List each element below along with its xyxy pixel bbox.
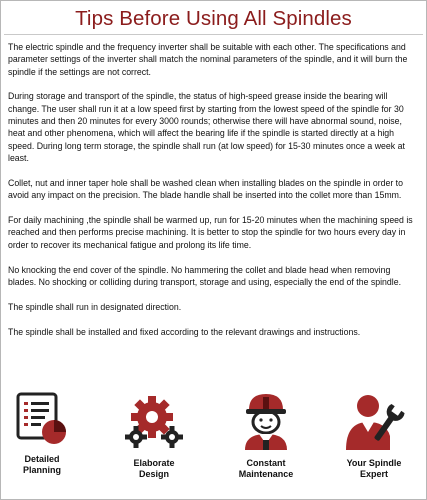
title-divider xyxy=(4,34,423,35)
feature-detailed-planning xyxy=(0,390,88,475)
tip-paragraph-handling: No knocking the end cover of the spindle. No hammering the collet and blade head when removing blades. No shocking or colliding during transport, storage and using, especially the end of the spindle. xyxy=(8,264,402,287)
maintenance-worker-icon xyxy=(237,390,295,452)
feature-elaborate-design xyxy=(108,390,200,479)
tip-paragraph-installation: The spindle shall be installed and fixed according to the relevant drawings and instructions. xyxy=(8,326,361,337)
feature-label-line1: Constant xyxy=(246,458,286,468)
feature-constant-maintenance-label xyxy=(220,458,312,479)
feature-label-line2: Planning xyxy=(23,464,61,475)
tip-paragraph-warmup: For daily machining ,the spindle shall be warmed up, run for 15-20 minutes when the machining speed is reached and then performs precise machining. It is better to stop the spindle for two hours every day in order to recover its mechanical fatigue and prolong its life time. xyxy=(8,215,413,250)
tips-body xyxy=(8,41,420,351)
feature-detailed-planning-label xyxy=(0,454,88,475)
feature-label-line1: Your Spindle xyxy=(346,458,402,468)
feature-spindle-expert-label xyxy=(328,458,420,479)
feature-label-line2: Expert xyxy=(359,468,388,479)
feature-label-line2: Maintenance xyxy=(238,468,294,479)
feature-row xyxy=(0,390,427,495)
feature-label-line2: Design xyxy=(138,468,169,479)
planning-document-icon xyxy=(14,390,70,448)
page-title: Tips Before Using All Spindles xyxy=(75,7,352,30)
gears-icon xyxy=(122,390,186,452)
feature-constant-maintenance xyxy=(220,390,312,479)
tip-paragraph-direction: The spindle shall run in designated direction. xyxy=(8,301,182,312)
feature-spindle-expert xyxy=(328,390,420,479)
feature-label-line1: Elaborate xyxy=(133,458,175,468)
tip-paragraph-storage: During storage and transport of the spindle, the status of high-speed grease inside the bearing will change. The user shall run it at a low speed first by starting from the lowest speed of the spindle for 30 minutes and then 20 minutes for every 3000 rounds; otherwise there will have abnormal sound, noise, heat and other phenomena, which will affect the bearing life if the spindle is started directly at a high speed. During long term storage, the spindle shall run (at low speed) for 15-30 minutes once a week at least. xyxy=(8,91,405,163)
spindle-expert-icon xyxy=(342,390,406,452)
tip-paragraph-collet: Collet, nut and inner taper hole shall be washed clean when installing blades on the spindle in order to avoid any impact on the precision. The blade handle shall be inserted into the collet more than 15mm. xyxy=(8,177,403,201)
feature-label-line1: Detailed xyxy=(24,454,60,464)
tip-paragraph-inverter: The electric spindle and the frequency inverter shall be suitable with each other. The specifications and parameter settings of the inverter shall match the nominal parameters of the spindle, and it will burn the spindle if the settings are not correct. xyxy=(8,42,408,77)
feature-elaborate-design-label xyxy=(108,458,200,479)
